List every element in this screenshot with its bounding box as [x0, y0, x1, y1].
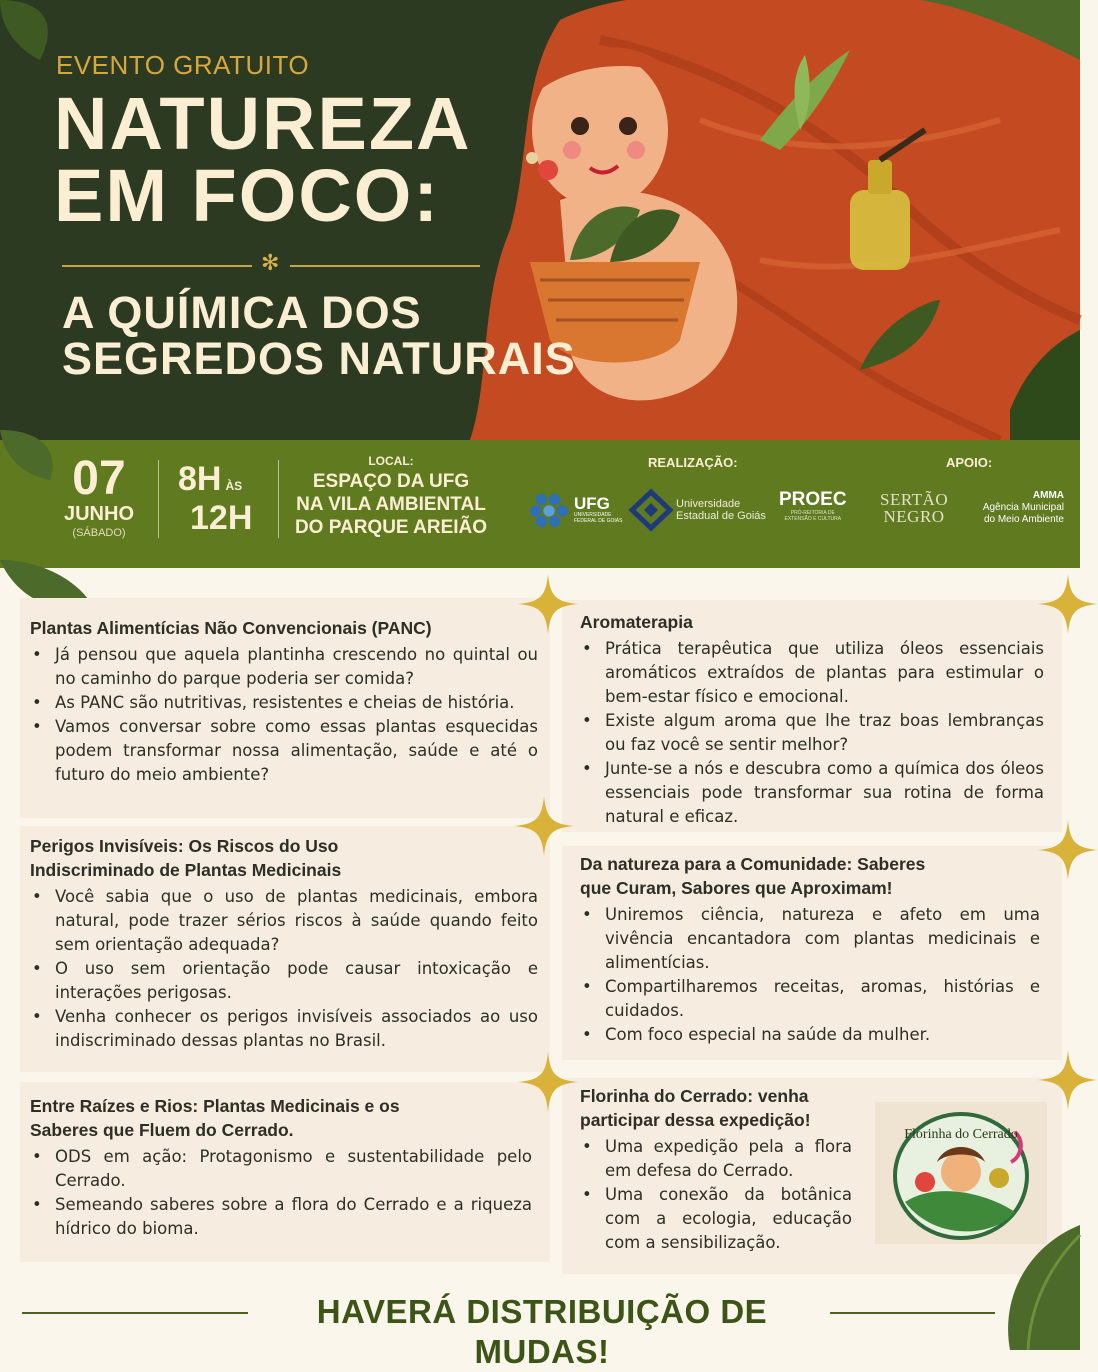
- amma-logo: AMMA Agência Municipal do Meio Ambiente: [982, 490, 1064, 525]
- sertao-negro-logo: SERTÃO NEGRO: [880, 490, 949, 526]
- list-item: • O uso sem orientação pode causar intoxicação e interações perigosas.: [30, 957, 538, 1005]
- location-line: NA VILA AMBIENTAL: [296, 494, 486, 515]
- list-item: • Compartilharemos receitas, aromas, histórias e cuidados.: [580, 975, 1040, 1023]
- sparkle-icon: [518, 1052, 578, 1112]
- ufg-logo: UFG UNIVERSIDADE FEDERAL DE GOIÁS: [530, 490, 622, 528]
- florinha-badge: [875, 1102, 1047, 1244]
- proec-logo: PROEC PRÓ-REITORIA DE EXTENSÃO E CULTURA: [779, 489, 847, 522]
- time-from: 8H: [178, 460, 222, 498]
- ueg-diamond-icon: [630, 490, 672, 530]
- event-month: JUNHO: [63, 503, 134, 525]
- card-panc: [20, 598, 550, 818]
- footer-rule: [830, 1312, 995, 1314]
- sparkle-icon: [1038, 1050, 1098, 1110]
- card-title: Da natureza para a Comunidade: Saberes que Curam, Sabores que Aproximam!: [580, 854, 926, 898]
- event-weekday: (SÁBADO): [72, 527, 126, 539]
- sparkle-icon: [1038, 574, 1098, 634]
- list-item: • Venha conhecer os perigos invisíveis associados ao uso indiscriminado dessas plantas no Brasil.: [30, 1005, 538, 1053]
- list-item: • Vamos conversar sobre como essas plantas esquecidas podem transformar nossa alimentação, saúde e até o futuro do meio ambiente?: [30, 715, 538, 787]
- card-title: Entre Raízes e Rios: Plantas Medicinais e os Saberes que Fluem do Cerrado.: [30, 1096, 400, 1140]
- event-day: 07: [72, 452, 126, 505]
- list-item: • Você sabia que o uso de plantas medicinais, embora natural, pode trazer sérios riscos à saúde quando feito sem orientação adequada?: [30, 885, 538, 957]
- location-label: LOCAL:: [368, 454, 414, 468]
- sparkle-icon: [1038, 820, 1098, 880]
- event-subtitle: [62, 287, 576, 384]
- event-location: [288, 452, 494, 539]
- realizacao-label: REALIZAÇÃO:: [648, 455, 738, 470]
- list-item: • ODS em ação: Protagonismo e sustentabilidade pelo Cerrado.: [30, 1145, 532, 1193]
- card-title: Florinha do Cerrado: venha participar dessa expedição!: [580, 1086, 811, 1130]
- location-line: DO PARQUE AREIÃO: [294, 517, 488, 538]
- event-subtitle-line: SEGREDOS NATURAIS: [62, 333, 576, 384]
- florinha-logo-icon: [875, 1102, 1047, 1244]
- footer-rule: [22, 1312, 248, 1314]
- title-divider: [62, 251, 480, 276]
- asterisk-icon: ✻: [261, 251, 280, 276]
- info-separator: [158, 460, 159, 538]
- list-item: • Já pensou que aquela plantinha crescendo no quintal ou no caminho do parque poderia ser comida?: [30, 643, 538, 691]
- list-item: • Semeando saberes sobre a flora do Cerrado e a riqueza hídrico do bioma.: [30, 1193, 532, 1241]
- ueg-logo: Universidade Estadual de Goiás: [630, 490, 766, 530]
- card-perigos: [20, 826, 550, 1072]
- card-aromaterapia: [562, 600, 1062, 832]
- event-title-line: NATUREZA: [54, 82, 472, 165]
- sparkle-icon: [514, 796, 574, 856]
- ufg-hexagon-icon: [530, 490, 568, 528]
- card-comunidade: [562, 846, 1062, 1060]
- card-title: Plantas Alimentícias Não Convencionais (PANC): [30, 618, 432, 638]
- card-title: Aromaterapia: [580, 612, 693, 632]
- info-separator: [278, 460, 279, 538]
- time-to: 12H: [190, 499, 253, 537]
- badge-text: Florinha do Cerrado: [904, 1127, 1018, 1142]
- list-item: • Junte-se a nós e descubra como a química dos óleos essenciais pode transformar sua rotina de forma natural e eficaz.: [580, 757, 1044, 829]
- time-separator: ÀS: [225, 479, 243, 493]
- list-item: • Uniremos ciência, natureza e afeto em uma vivência encantadora com plantas medicinais e alimentícias.: [580, 903, 1040, 975]
- list-item: • Prática terapêutica que utiliza óleos essenciais aromáticos extraídos de plantas para estimular o bem-estar físico e emocional.: [580, 637, 1044, 709]
- card-list: [580, 903, 1040, 1047]
- card-list: [580, 637, 1044, 829]
- event-kicker: EVENTO GRATUITO: [56, 50, 310, 80]
- location-line: ESPAÇO DA UFG: [312, 471, 470, 492]
- card-raizes: [20, 1082, 550, 1262]
- footer-banner: HAVERÁ DISTRIBUIÇÃO DE MUDAS!: [316, 1293, 768, 1370]
- hero-banner: [0, 0, 1080, 440]
- list-item: • Com foco especial na saúde da mulher.: [580, 1023, 1040, 1047]
- apoio-label: APOIO:: [946, 455, 993, 470]
- card-list: [30, 1145, 532, 1241]
- event-title-line: EM FOCO:: [54, 154, 440, 237]
- event-title: [54, 82, 472, 237]
- event-time: [178, 460, 252, 538]
- event-subtitle-line: A QUÍMICA DOS: [62, 287, 422, 338]
- card-list: [30, 885, 538, 1053]
- sparkle-icon: [518, 574, 578, 634]
- ufg-name: UFG: [574, 493, 610, 513]
- list-item: • As PANC são nutritivas, resistentes e cheias de história.: [30, 691, 538, 715]
- list-item: • Uma conexão da botânica com a ecologia, educação com a sensibilização.: [580, 1183, 852, 1255]
- list-item: • Existe algum aroma que lhe traz boas lembranças ou faz você se sentir melhor?: [580, 709, 1044, 757]
- leaf-decoration: [990, 1225, 1080, 1350]
- list-item: • Uma expedição pela a flora em defesa do Cerrado.: [580, 1135, 852, 1183]
- card-list: [580, 1135, 852, 1255]
- card-title: Perigos Invisíveis: Os Riscos do Uso Indiscriminado de Plantas Medicinais: [30, 836, 342, 880]
- card-list: [30, 643, 538, 787]
